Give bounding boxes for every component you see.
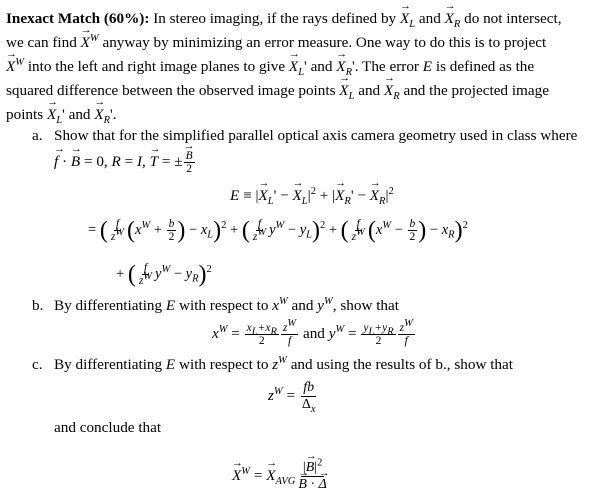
- eq-final: → $X^W$ = → $X_{AVG}$ |→ $B|^2$ → B · → Δ: [232, 460, 330, 493]
- part-a-condition: → f · → B = 0, R = I, → T = ± → $\frac{B}{2}$: [54, 150, 196, 175]
- conclude-text: and conclude that: [54, 419, 162, 436]
- intro-line-2: we can find → $X^W$ anyway by minimizing an error measure. One way to do this is to project: [6, 34, 546, 52]
- eq-expanded-2: + ( $\frac{f}{z^W}$ $y^W - y_R)^2$: [116, 261, 212, 288]
- intro-line-5: points → $X_L'$ and → $X_R'$.: [6, 106, 117, 124]
- intro-line-4: squared difference between the observed image points → $X_L$ and → $X_R$ and the projected image: [6, 82, 549, 100]
- intro-heading: Inexact Match (60%):: [6, 10, 150, 27]
- intro-line-1: Inexact Match (60%): In stereo imaging, if the rays defined by → $X_L$ and → $X_R$ do not intersect,: [6, 10, 562, 28]
- eq-b-results: $x^W$ = $\frac{x_L+x_R}{2}$ $\frac{z^W}{f}$ and $y^W$ = $\frac{y_L+y_R}{2}$ $\frac{z^W}{f}$: [212, 318, 413, 347]
- part-c-line: c. By differentiating E with respect to $z^W$ and using the results of b., show that: [32, 354, 513, 373]
- part-b-marker: b.: [32, 297, 44, 314]
- part-a-line: [32, 127, 578, 145]
- eq-error-def: E ≡ |→ $X_L'$ − → $X_L|^2$ + |→ $X_R'$ − → $X_R|^2$: [230, 187, 394, 205]
- part-b-line: b. By differentiating E with respect to $x^W$ and $y^W$, show that: [32, 295, 399, 314]
- part-c-marker: c.: [32, 356, 43, 373]
- part-a-text: Show that for the simplified parallel optical axis camera geometry used in class where: [54, 127, 578, 144]
- part-a-marker: a.: [32, 127, 43, 144]
- intro-line-3: → $X^W$ into the left and right image planes to give → $X_L'$ and → $X_R'$. The error E is defined as the: [6, 58, 534, 76]
- eq-expanded-1: = ( $\frac{f}{z^W}$ ($x^W$ + $\frac{b}{2}$ ) − $x_L)^2$ + ( $\frac{f}{z^W}$ $y^W - y_L)^2$ + ( $\frac{f}{z^W}$ ($x^W$ − $\frac{b}{2}$ ) − $x_R)^2$: [88, 217, 468, 244]
- eq-c-result: $z^W$ = $\frac{fb}{\Delta_x}$: [268, 380, 316, 415]
